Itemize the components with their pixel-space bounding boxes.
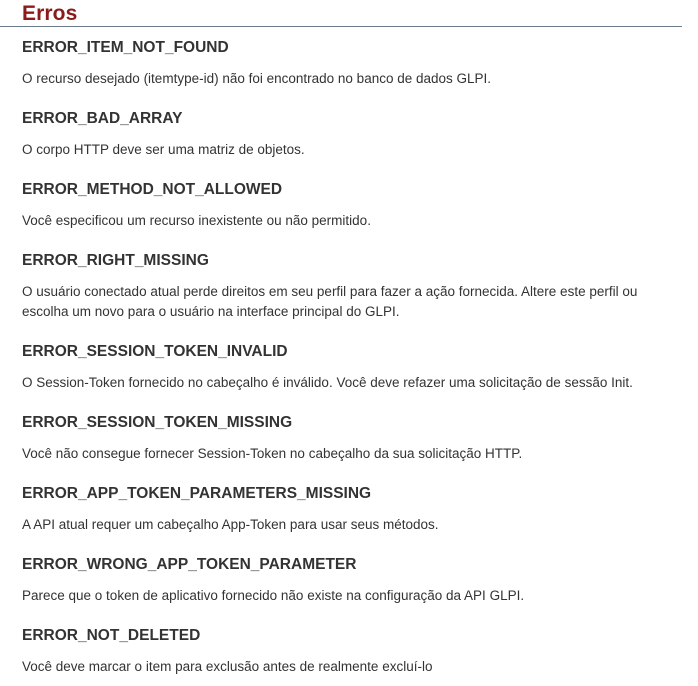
error-item (22, 109, 682, 160)
error-item (22, 251, 682, 322)
error-description: O Session-Token fornecido no cabeçalho é inválido. Você deve refazer uma solicitação de sessão Init. (22, 375, 633, 390)
error-item (22, 626, 682, 677)
error-description: O recurso desejado (itemtype-id) não foi encontrado no banco de dados GLPI. (22, 71, 492, 86)
error-code: ERROR_BAD_ARRAY (22, 110, 183, 127)
error-description: Você não consegue fornecer Session-Token no cabeçalho da sua solicitação HTTP. (22, 446, 523, 461)
error-code: ERROR_ITEM_NOT_FOUND (22, 39, 229, 56)
section-heading (0, 0, 682, 27)
error-code: ERROR_METHOD_NOT_ALLOWED (22, 181, 283, 198)
error-code: ERROR_APP_TOKEN_PARAMETERS_MISSING (22, 485, 372, 502)
error-description: Parece que o token de aplicativo fornecido não existe na configuração da API GLPI. (22, 588, 525, 603)
error-description: O usuário conectado atual perde direitos em seu perfil para fazer a ação fornecida. Altere este perfil ou escolha um novo para o usuário na interface principal do GLPI. (22, 284, 638, 319)
error-description: Você especificou um recurso inexistente ou não permitido. (22, 213, 371, 228)
error-code: ERROR_RIGHT_MISSING (22, 252, 209, 269)
section-title: Erros (22, 2, 78, 25)
error-description: O corpo HTTP deve ser uma matriz de objetos. (22, 142, 305, 157)
error-item (22, 555, 682, 606)
error-code: ERROR_NOT_DELETED (22, 627, 201, 644)
error-item (22, 180, 682, 231)
error-code: ERROR_SESSION_TOKEN_INVALID (22, 343, 288, 360)
error-item (22, 38, 682, 89)
error-code: ERROR_WRONG_APP_TOKEN_PARAMETER (22, 556, 357, 573)
error-item (22, 342, 682, 393)
error-code: ERROR_SESSION_TOKEN_MISSING (22, 414, 293, 431)
error-description: Você deve marcar o item para exclusão antes de realmente excluí-lo (22, 659, 433, 674)
error-item (22, 484, 682, 535)
error-item (22, 413, 682, 464)
error-description: A API atual requer um cabeçalho App-Token para usar seus métodos. (22, 517, 439, 532)
error-list (22, 38, 682, 677)
